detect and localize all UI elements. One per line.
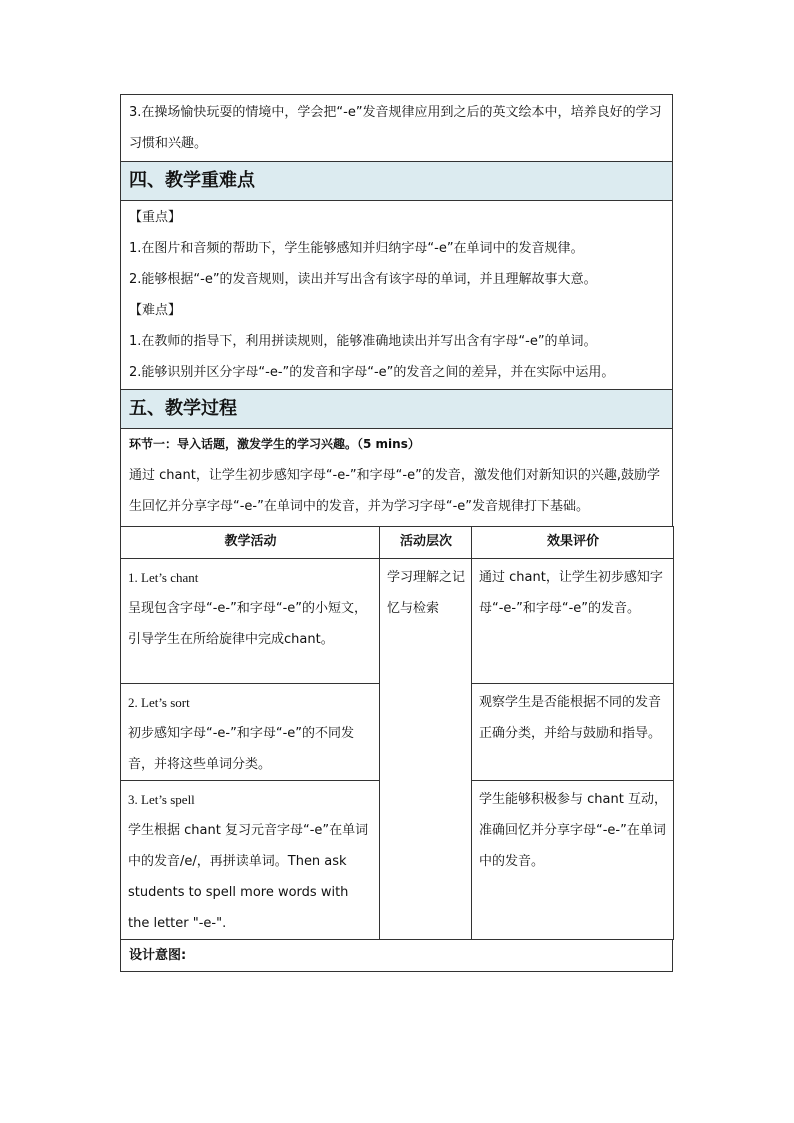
activity-cell-2 <box>121 684 380 781</box>
design-intent: 设计意图: <box>120 940 673 972</box>
evaluation-cell-3: 学生能够积极参与 chant 互动，准确回忆并分享字母“-e-”在单词中的发音。 <box>472 781 674 940</box>
activity-body-1: 呈现包含字母“-e-”和字母“-e”的小短文，引导学生在所给旋律中完成chant。 <box>128 601 368 647</box>
difficult-points-label: 【难点】 <box>129 303 182 318</box>
table-header-row <box>121 527 674 559</box>
key-points-label: 【重点】 <box>129 210 182 225</box>
activity-title-1: 1. Let’s chant <box>128 570 199 585</box>
activity-title-3: 3. Let’s spell <box>128 792 195 807</box>
section-4-body <box>120 200 673 389</box>
activity-cell-1 <box>121 559 380 684</box>
key-point-2: 2.能够根据“-e”的发音规则，读出并写出含有该字母的单词，并且理解故事大意。 <box>129 272 597 287</box>
header-evaluation: 效果评价 <box>472 527 674 559</box>
lesson-plan-sheet <box>120 94 673 972</box>
activity-body-3: 学生根据 chant 复习元音字母“-e”在单词中的发音/e/，再拼读单词。Then ask students to spell more words with the letter "-e-". <box>128 823 369 931</box>
section-5-heading: 五、教学过程 <box>120 389 673 428</box>
activity-body-2: 初步感知字母“-e-”和字母“-e”的不同发音，并将这些单词分类。 <box>128 726 355 772</box>
section-4-heading: 四、教学重难点 <box>120 161 673 200</box>
key-point-1: 1.在图片和音频的帮助下，学生能够感知并归纳字母“-e”在单词中的发音规律。 <box>129 241 584 256</box>
difficult-point-2: 2.能够识别并区分字母“-e-”的发音和字母“-e”的发音之间的差异，并在实际中运用。 <box>129 365 615 380</box>
evaluation-cell-2: 观察学生是否能根据不同的发音正确分类，并给与鼓励和指导。 <box>472 684 674 781</box>
table-row <box>121 559 674 684</box>
header-activity: 教学活动 <box>121 527 380 559</box>
difficult-point-1: 1.在教师的指导下，利用拼读规则，能够准确地读出并写出含有字母“-e”的单词。 <box>129 334 597 349</box>
objective-3: 3.在操场愉快玩耍的情境中，学会把“-e”发音规律应用到之后的英文绘本中，培养良好的学习习惯和兴趣。 <box>120 94 673 161</box>
level-cell: 学习理解之记忆与检索 <box>380 559 472 940</box>
step-1-description: 通过 chant，让学生初步感知字母“-e-”和字母“-e”的发音，激发他们对新知识的兴趣,鼓励学生回忆并分享字母“-e-”在单词中的发音，并为学习字母“-e”发音规律打下基础。 <box>129 468 660 514</box>
activity-title-2: 2. Let’s sort <box>128 695 190 710</box>
evaluation-cell-1: 通过 chant，让学生初步感知字母“-e-”和字母“-e”的发音。 <box>472 559 674 684</box>
activity-table <box>120 526 674 940</box>
activity-cell-3 <box>121 781 380 940</box>
step-1-title: 环节一：导入话题，激发学生的学习兴趣。（5 mins） <box>129 437 420 451</box>
step-1-block <box>120 428 673 526</box>
header-level: 活动层次 <box>380 527 472 559</box>
